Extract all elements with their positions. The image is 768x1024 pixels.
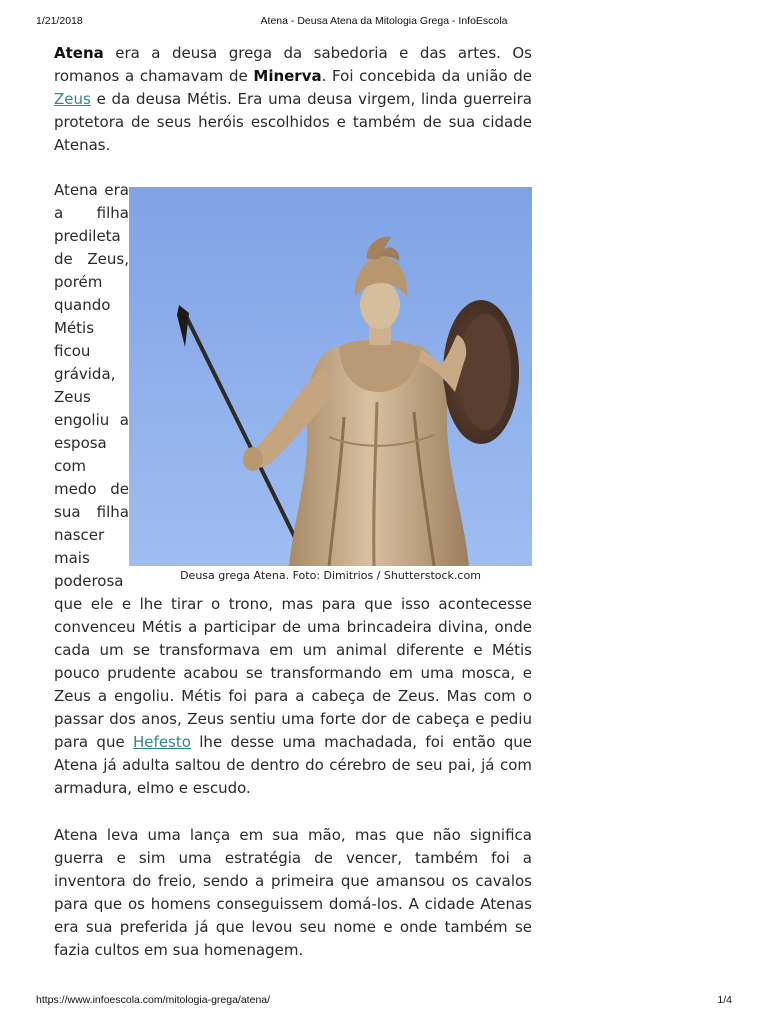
- text-segment: lhe desse uma machadada, foi então que Atena já adulta saltou de dentro do cérebro de seu pai, já com armadura, elmo e escudo.: [54, 733, 532, 797]
- article-body: [54, 42, 532, 962]
- athena-statue-photo: [129, 187, 532, 566]
- print-date: 1/21/2018: [36, 15, 83, 27]
- term-atena: Atena: [54, 44, 104, 62]
- figure-caption: Deusa grega Atena. Foto: Dimitrios / Shutterstock.com: [180, 569, 481, 582]
- paragraph-spear: Atena leva uma lança em sua mão, mas que não significa guerra e sim uma estratégia de vencer, também foi a inventora do freio, sendo a primeira que amansou os cavalos para que os homens conseguissem domá-los. A cidade Atenas era sua preferida já que levou seu nome e onde também se fazia cultos em sua homenagem.: [54, 826, 532, 959]
- print-header: [0, 15, 768, 31]
- print-page-title: Atena - Deusa Atena da Mitologia Grega - InfoEscola: [260, 15, 508, 27]
- text-segment: Atena era a filha predileta de Zeus, porém quando Métis ficou grávida, Zeus engoliu a esposa com medo de sua filha nascer mais poderosa que ele e lhe tirar o trono, mas para que isso acontecesse convenceu Métis a participar de uma brincadeira divina, onde cada um se transformava em um animal diferente e Métis pouco prudente acabou se transformando em uma mosca, e Zeus a engoliu. Métis foi para a cabeça de Zeus. Mas com o passar dos anos, Zeus sentiu uma forte dor de cabeça e pediu para que: [54, 181, 532, 751]
- print-url: https://www.infoescola.com/mitologia-grega/atena/: [36, 994, 271, 1006]
- paragraph-intro: [54, 42, 532, 157]
- text-segment: era a deusa grega da sabedoria e das artes. Os romanos a chamavam de: [54, 44, 532, 85]
- term-minerva: Minerva: [253, 67, 322, 85]
- print-footer: [0, 994, 768, 1010]
- text-segment: . Foi concebida da união de: [321, 67, 533, 85]
- link-hefesto[interactable]: Hefesto: [133, 733, 191, 751]
- link-zeus[interactable]: Zeus: [54, 90, 91, 108]
- text-segment: e da deusa Métis. Era uma deusa virgem, linda guerreira protetora de seus heróis escolhidos e também de sua cidade Atenas.: [54, 90, 532, 154]
- figure-athena: [129, 187, 532, 583]
- page-number: 1/4: [717, 994, 732, 1006]
